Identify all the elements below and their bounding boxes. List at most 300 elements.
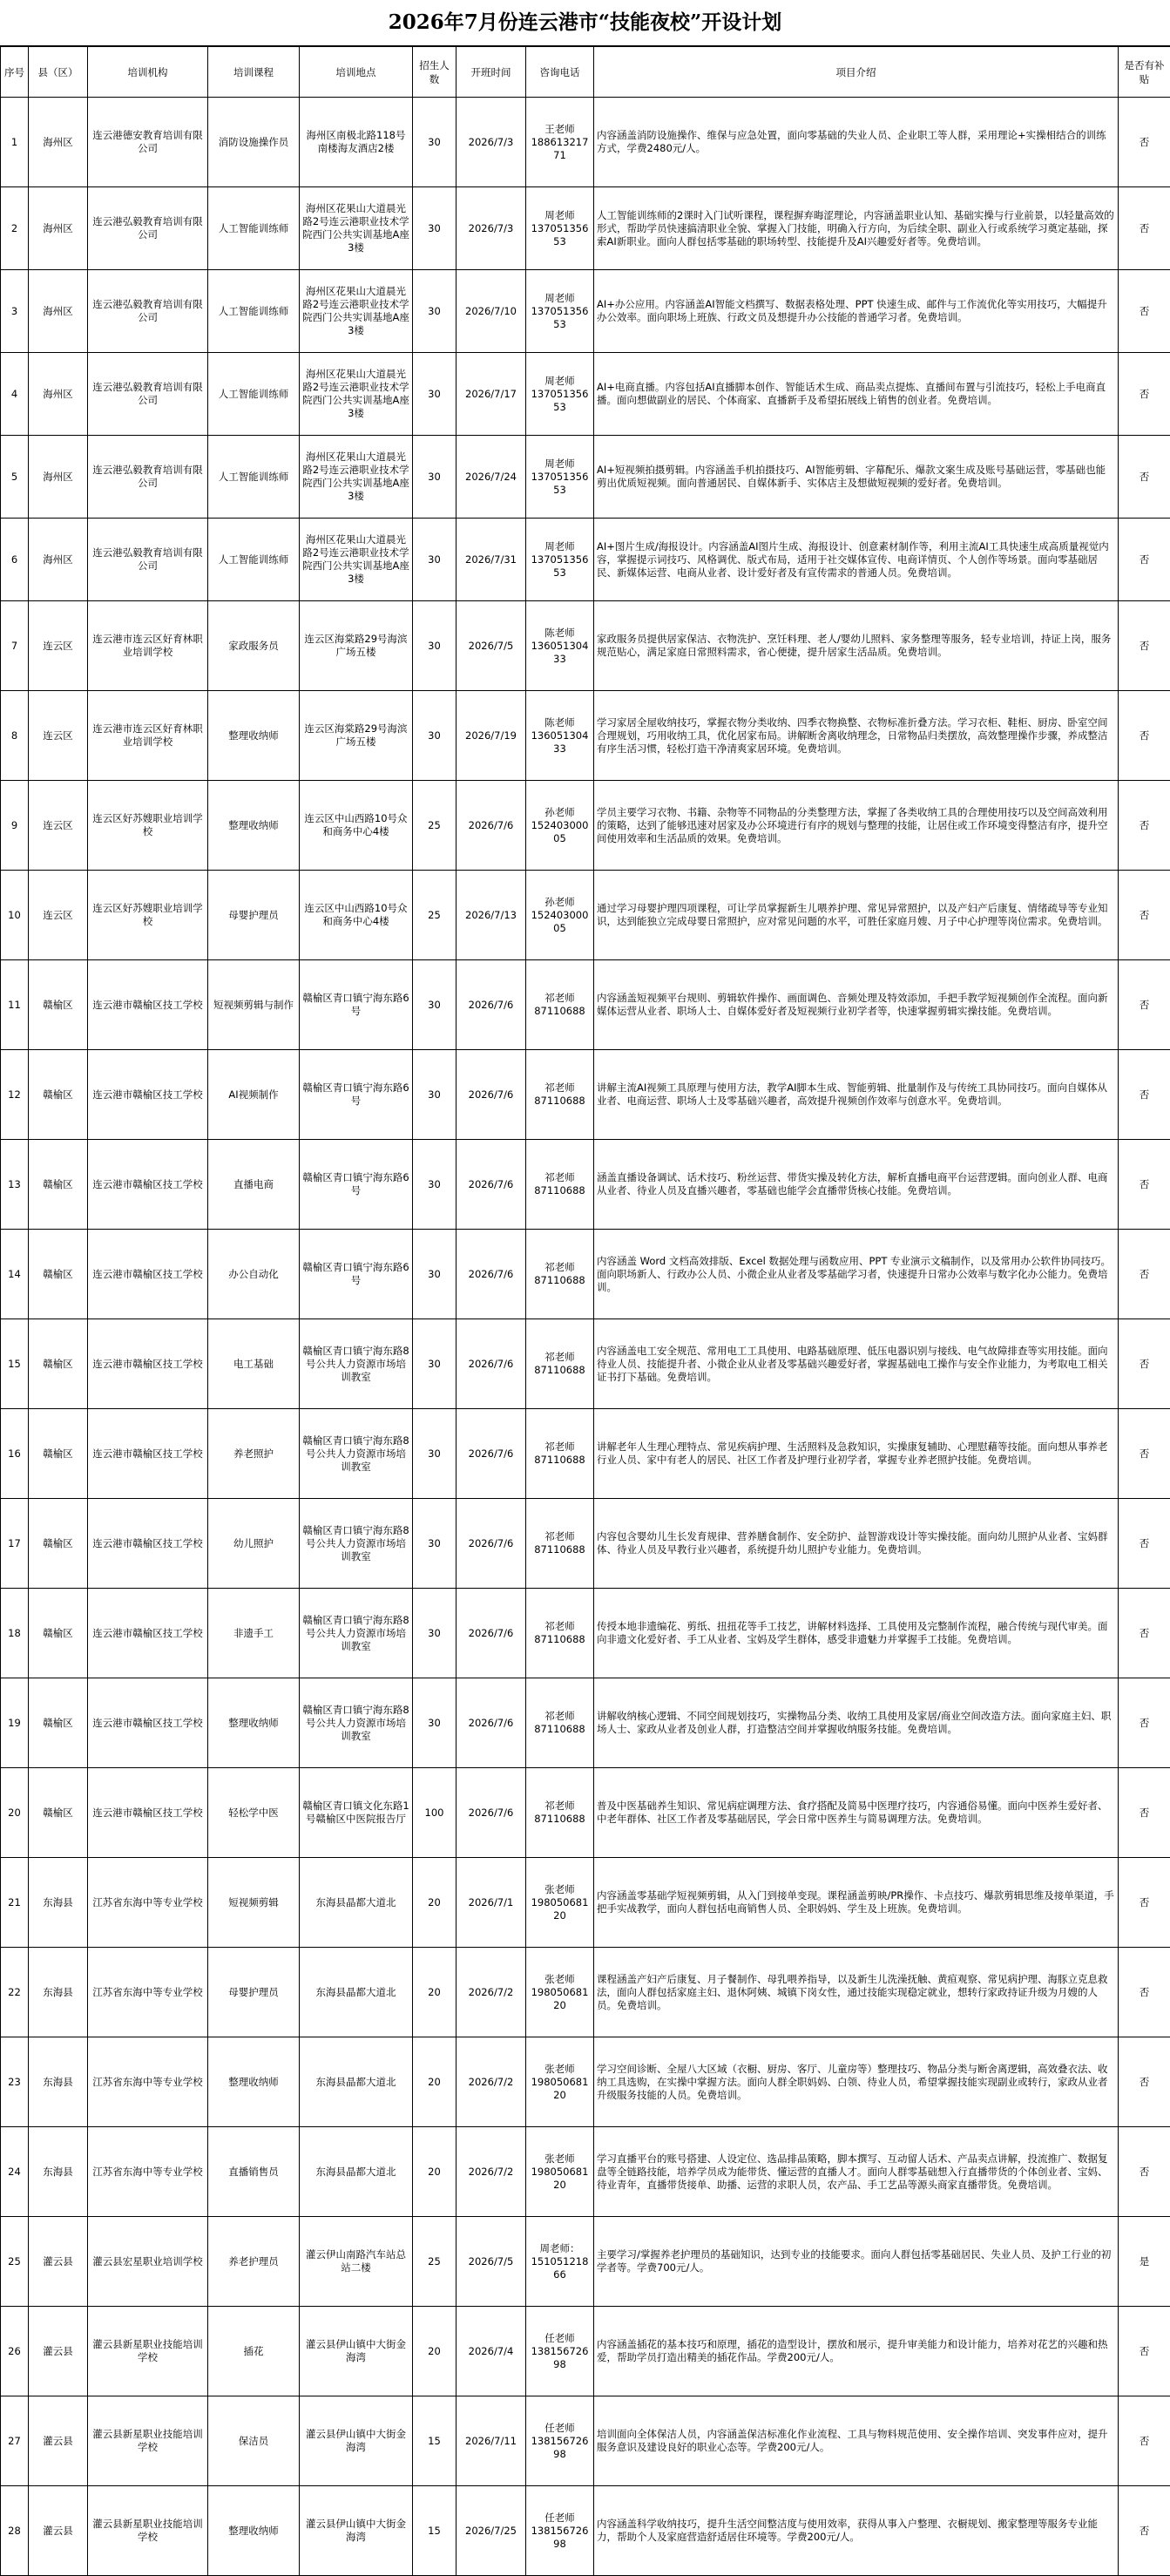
cell-course: 人工智能训练师 [208,270,300,353]
cell-count: 30 [413,353,457,436]
cell-no: 22 [1,1948,29,2037]
cell-intro: 内容涵盖插花的基本技巧和原理，插花的造型设计，摆放和展示，提升审美能力和设计能力，培养对花艺的兴趣和热爱，帮助学员打造出精美的插花作品。学费200元/人。 [594,2307,1119,2396]
cell-course: 短视频剪辑 [208,1858,300,1948]
contact-name: 周老师 [529,375,591,388]
contact-phone: 15240300005 [529,909,591,935]
cell-date: 2026/7/10 [457,270,526,353]
table-row [1,2217,1170,2307]
cell-course: 整理收纳师 [208,781,300,871]
contact-phone: 19805068120 [529,2166,591,2192]
cell-no: 23 [1,2037,29,2127]
cell-addr: 赣榆区青口镇宁海东路6号 [300,960,413,1050]
cell-count: 30 [413,691,457,781]
cell-org: 连云港市赣榆区技工学校 [88,1409,208,1499]
cell-intro: 培训面向全体保洁人员，内容涵盖保洁标准化作业流程、工具与物料规范使用、安全操作培训、突发事件应对，提升服务意识及建设良好的职业心态等。学费200元/人。 [594,2396,1119,2486]
cell-count: 25 [413,781,457,871]
col-header-addr: 培训地点 [300,47,413,98]
cell-course: 养老护理员 [208,2217,300,2307]
cell-subsidy: 否 [1119,1050,1170,1140]
cell-phone [526,353,594,436]
cell-intro: 课程涵盖产妇产后康复、月子餐制作、母乳喂养指导，以及新生儿洗澡抚触、黄疸观察、常见病护理、海豚立克息救法，面向人群包括家庭主妇、退休阿姨、城镇下岗女性，通过技能实现稳定就业，想转行家政持证升级为月嫂的人员。免费培训。 [594,1948,1119,2037]
cell-date: 2026/7/2 [457,2037,526,2127]
cell-intro: AI+短视频拍摄剪辑。内容涵盖手机拍摄技巧、AI智能剪辑、字幕配乐、爆款文案生成及账号基础运营，零基础也能剪出优质短视频。面向普通居民、自媒体新手、实体店主及想做短视频的爱好者。免费培训。 [594,436,1119,519]
cell-no: 5 [1,436,29,519]
contact-name: 任老师 [529,2422,591,2435]
cell-course: 人工智能训练师 [208,187,300,270]
cell-addr: 连云区中山西路10号众和商务中心4楼 [300,781,413,871]
cell-org: 连云港市赣榆区技工学校 [88,1768,208,1858]
cell-phone [526,1499,594,1589]
cell-phone [526,2307,594,2396]
cell-count: 30 [413,270,457,353]
cell-addr: 灌云伊山南路汽车站总站二楼 [300,2217,413,2307]
cell-date: 2026/7/6 [457,1409,526,1499]
cell-addr: 海州区花果山大道晨光路2号连云港职业技术学院西门公共实训基地A座3楼 [300,353,413,436]
cell-subsidy: 否 [1119,2486,1170,2576]
cell-county: 海州区 [29,270,88,353]
contact-name: 祁老师 [529,1171,591,1184]
table-row [1,1678,1170,1768]
cell-course: 幼儿照护 [208,1499,300,1589]
cell-course: 母婴护理员 [208,1948,300,2037]
cell-course: 母婴护理员 [208,871,300,960]
contact-phone: 18861321771 [529,136,591,162]
table-row [1,353,1170,436]
cell-no: 3 [1,270,29,353]
cell-course: 整理收纳师 [208,691,300,781]
cell-county: 赣榆区 [29,1768,88,1858]
cell-addr: 连云区海棠路29号海滨广场五楼 [300,691,413,781]
cell-county: 赣榆区 [29,1230,88,1319]
cell-course: 人工智能训练师 [208,436,300,519]
cell-date: 2026/7/6 [457,1050,526,1140]
cell-count: 30 [413,601,457,691]
cell-county: 东海县 [29,2037,88,2127]
table-row [1,2307,1170,2396]
table-row [1,2037,1170,2127]
cell-course: 家政服务员 [208,601,300,691]
cell-phone [526,1948,594,2037]
cell-no: 17 [1,1499,29,1589]
cell-subsidy: 否 [1119,781,1170,871]
cell-count: 25 [413,871,457,960]
cell-no: 16 [1,1409,29,1499]
cell-org: 连云港弘毅教育培训有限公司 [88,187,208,270]
col-header-subsidy: 是否有补贴 [1119,47,1170,98]
contact-phone: 13815672698 [529,2345,591,2371]
cell-subsidy: 否 [1119,519,1170,601]
cell-date: 2026/7/19 [457,691,526,781]
cell-count: 30 [413,1409,457,1499]
cell-subsidy: 否 [1119,960,1170,1050]
cell-date: 2026/7/17 [457,353,526,436]
cell-intro: AI+办公应用。内容涵盖AI智能文档撰写、数据表格处理、PPT 快速生成、邮件与工作流优化等实用技巧，大幅提升办公效率。面向职场上班族、行政文员及想提升办公技能的普通学习者。免费培训。 [594,270,1119,353]
cell-phone [526,1858,594,1948]
cell-org: 连云港市赣榆区技工学校 [88,1589,208,1678]
cell-org: 江苏省东海中等专业学校 [88,1948,208,2037]
cell-date: 2026/7/6 [457,1140,526,1230]
cell-phone [526,1140,594,1230]
cell-subsidy: 否 [1119,871,1170,960]
cell-addr: 连云区海棠路29号海滨广场五楼 [300,601,413,691]
header-row [1,47,1170,98]
cell-no: 1 [1,98,29,187]
cell-count: 30 [413,1140,457,1230]
contact-phone: 87110688 [529,1095,591,1108]
contact-phone: 87110688 [529,1184,591,1197]
contact-phone: 13705135653 [529,553,591,580]
cell-county: 赣榆区 [29,1319,88,1409]
table-row [1,2396,1170,2486]
cell-county: 灌云县 [29,2217,88,2307]
contact-name: 祁老师 [529,1710,591,1723]
cell-phone [526,2037,594,2127]
cell-intro: 内容涵盖电工安全规范、常用电工工具使用、电路基础原理、低压电器识别与接线、电气故障排查等实用技能。面向待业人员、技能提升者、小微企业从业者及零基础兴趣爱好者，掌握基础电工操作与安全作业能力，为考取电工相关证书打下基础。免费培训。 [594,1319,1119,1409]
cell-date: 2026/7/31 [457,519,526,601]
cell-date: 2026/7/5 [457,2217,526,2307]
cell-count: 15 [413,2486,457,2576]
cell-org: 连云港德安教育培训有限公司 [88,98,208,187]
cell-org: 江苏省东海中等专业学校 [88,1858,208,1948]
cell-org: 连云港弘毅教育培训有限公司 [88,436,208,519]
cell-subsidy: 否 [1119,1858,1170,1948]
cell-no: 18 [1,1589,29,1678]
cell-addr: 东海县晶都大道北 [300,1858,413,1948]
table-row [1,1050,1170,1140]
cell-org: 连云港市赣榆区技工学校 [88,1499,208,1589]
cell-course: 消防设施操作员 [208,98,300,187]
cell-phone [526,1230,594,1319]
cell-date: 2026/7/1 [457,1858,526,1948]
cell-addr: 赣榆区青口镇宁海东路6号 [300,1230,413,1319]
cell-phone [526,1768,594,1858]
cell-subsidy: 否 [1119,1678,1170,1768]
cell-date: 2026/7/6 [457,1230,526,1319]
cell-course: 整理收纳师 [208,1678,300,1768]
cell-date: 2026/7/6 [457,1678,526,1768]
cell-county: 灌云县 [29,2396,88,2486]
contact-name: 周老师： [529,2242,591,2255]
contact-phone: 15240300005 [529,819,591,845]
cell-intro: AI+电商直播。内容包括AI直播脚本创作、智能话术生成、商品卖点提炼、直播间布置与引流技巧，轻松上手电商直播。面向想做副业的居民、个体商家、直播新手及希望拓展线上销售的创业者。免费培训。 [594,353,1119,436]
cell-addr: 赣榆区青口镇宁海东路8号公共人力资源市场培训教室 [300,1499,413,1589]
cell-intro: 讲解主流AI视频工具原理与使用方法，教学AI脚本生成、智能剪辑、批量制作及与传统工具协同技巧。面向自媒体从业者、电商运营、职场人士及零基础兴趣者，高效提升视频创作效率与创意水平。免费培训。 [594,1050,1119,1140]
cell-course: 电工基础 [208,1319,300,1409]
cell-county: 灌云县 [29,2486,88,2576]
cell-county: 海州区 [29,353,88,436]
cell-county: 海州区 [29,98,88,187]
contact-phone: 13705135653 [529,471,591,497]
cell-no: 27 [1,2396,29,2486]
cell-date: 2026/7/2 [457,1948,526,2037]
cell-addr: 海州区花果山大道晨光路2号连云港职业技术学院西门公共实训基地A座3楼 [300,436,413,519]
cell-count: 20 [413,1858,457,1948]
cell-intro: 学员主要学习衣物、书籍、杂物等不同物品的分类整理方法，掌握了各类收纳工具的合理使用技巧以及空间高效利用的策略，达到了能够迅速对居家及办公环境进行有序的规划与整理的技能，让居住或工作环境变得整洁有序，提升空间使用效率和生活品质的效果。免费培训。 [594,781,1119,871]
cell-addr: 连云区中山西路10号众和商务中心4楼 [300,871,413,960]
cell-date: 2026/7/6 [457,1499,526,1589]
contact-phone: 13605130433 [529,729,591,756]
cell-intro: 传授本地非遗编花、剪纸、扭扭花等手工技艺，讲解材料选择、工具使用及完整制作流程，融合传统与现代审美。面向非遗文化爱好者、手工从业者、宝妈及学生群体，感受非遗魅力并掌握手工技能。免费培训。 [594,1589,1119,1678]
contact-name: 祁老师 [529,1081,591,1095]
table-row [1,781,1170,871]
cell-phone [526,871,594,960]
table-row [1,270,1170,353]
cell-phone [526,2127,594,2217]
cell-org: 连云港市赣榆区技工学校 [88,1678,208,1768]
cell-no: 28 [1,2486,29,2576]
cell-addr: 赣榆区青口镇宁海东路6号 [300,1140,413,1230]
cell-count: 30 [413,1319,457,1409]
cell-intro: AI+图片生成/海报设计。内容涵盖AI图片生成、海报设计、创意素材制作等，利用主流AI工具快速生成高质量视觉内容，掌握提示词技巧、风格调优、版式布局，适用于社交媒体宣传、电商详情页、个人创作等场景。面向零基础居民、新媒体运营、电商从业者、设计爱好者及有宣传需求的普通人员。免费培训。 [594,519,1119,601]
cell-county: 东海县 [29,2127,88,2217]
cell-date: 2026/7/3 [457,98,526,187]
cell-intro: 内容涵盖短视频平台规则、剪辑软件操作、画面调色、音频处理及特效添加，手把手教学短视频创作全流程。面向新媒体运营从业者、职场人士、自媒体爱好者及短视频行业初学者等，快速掌握剪辑实操技能。免费培训。 [594,960,1119,1050]
contact-phone: 87110688 [529,1274,591,1287]
table-row [1,1858,1170,1948]
cell-org: 连云港市赣榆区技工学校 [88,1319,208,1409]
table-row [1,98,1170,187]
cell-county: 赣榆区 [29,1409,88,1499]
cell-intro: 学习直播平台的账号搭建、人设定位、选品排品策略，脚本撰写、互动留人话术、产品卖点讲解，投流推广、数据复盘等全链路技能，培养学员成为能带货、懂运营的直播人才。面向人群零基础想入行直播带货的个体创业者、宝妈、待业青年，直播带货接单、助播、运营的求职人员，农产品、手工艺品等源头商家直播带货。免费培训。 [594,2127,1119,2217]
cell-org: 灌云县新星职业技能培训学校 [88,2307,208,2396]
cell-county: 赣榆区 [29,1140,88,1230]
cell-count: 15 [413,2396,457,2486]
table-row [1,1499,1170,1589]
cell-org: 连云港市连云区好育林职业培训学校 [88,601,208,691]
contact-phone: 15105121866 [529,2255,591,2281]
cell-phone [526,187,594,270]
cell-count: 20 [413,2037,457,2127]
table-row [1,1140,1170,1230]
cell-count: 100 [413,1768,457,1858]
cell-no: 12 [1,1050,29,1140]
cell-course: 轻松学中医 [208,1768,300,1858]
cell-count: 30 [413,960,457,1050]
cell-phone [526,2396,594,2486]
table-row [1,1409,1170,1499]
cell-phone [526,1050,594,1140]
cell-count: 20 [413,1948,457,2037]
cell-course: 人工智能训练师 [208,519,300,601]
table-row [1,871,1170,960]
cell-county: 连云区 [29,601,88,691]
cell-intro: 家政服务员提供居家保洁、衣物洗护、烹饪料理、老人/婴幼儿照料、家务整理等服务，轻专业培训，持证上岗，服务规范贴心，满足家庭日常照料需求，省心便捷，提升居家生活品质。免费培训。 [594,601,1119,691]
cell-course: 非遗手工 [208,1589,300,1678]
contact-name: 周老师 [529,540,591,553]
cell-org: 江苏省东海中等专业学校 [88,2127,208,2217]
cell-intro: 内容涵盖零基础学短视频剪辑，从入门到接单变现。课程涵盖剪映/PR操作、卡点技巧、爆款剪辑思维及接单渠道，手把手实战教学，面向人群包括电商销售人员、全职妈妈、学生及上班族。免费培训。 [594,1858,1119,1948]
training-plan-table [0,46,1170,2576]
cell-org: 连云港市赣榆区技工学校 [88,1230,208,1319]
col-header-county: 县（区） [29,47,88,98]
cell-county: 海州区 [29,187,88,270]
cell-course: 人工智能训练师 [208,353,300,436]
cell-course: AI视频制作 [208,1050,300,1140]
cell-course: 短视频剪辑与制作 [208,960,300,1050]
cell-intro: 普及中医基础养生知识、常见病症调理方法、食疗搭配及简易中医理疗技巧，内容通俗易懂。面向中医养生爱好者、中老年群体、社区工作者及零基础居民，学会日常中医养生与简易调理方法。免费培训。 [594,1768,1119,1858]
cell-org: 灌云县新星职业技能培训学校 [88,2396,208,2486]
contact-phone: 19805068120 [529,1986,591,2012]
cell-intro: 人工智能训练师的2课时入门试听课程，课程摒弃晦涩理论，内容涵盖职业认知、基础实操与行业前景，以轻量高效的形式，帮助学员快速搞清职业全貌、掌握入门技能，明确入行方向，为后续全职、副业入行或系统学习奠定基础，探索AI新职业。面向人群包括零基础的职场转型、技能提升及AI兴趣爱好者等。免费培训。 [594,187,1119,270]
cell-no: 26 [1,2307,29,2396]
cell-subsidy: 否 [1119,1319,1170,1409]
cell-course: 办公自动化 [208,1230,300,1319]
contact-phone: 87110688 [529,1454,591,1467]
cell-intro: 内容包含婴幼儿生长发育规律、营养膳食制作、安全防护、益智游戏设计等实操技能。面向幼儿照护从业者、宝妈群体、待业人员及早教行业兴趣者，系统提升幼儿照护专业能力。免费培训。 [594,1499,1119,1589]
cell-county: 连云区 [29,781,88,871]
cell-phone [526,781,594,871]
cell-org: 连云区好苏嫂职业培训学校 [88,781,208,871]
cell-subsidy: 否 [1119,1948,1170,2037]
cell-addr: 东海县晶都大道北 [300,1948,413,2037]
cell-date: 2026/7/6 [457,1768,526,1858]
cell-count: 30 [413,187,457,270]
cell-course: 保洁员 [208,2396,300,2486]
cell-county: 海州区 [29,436,88,519]
cell-subsidy: 否 [1119,436,1170,519]
contact-phone: 13705135653 [529,388,591,414]
cell-county: 赣榆区 [29,1678,88,1768]
cell-date: 2026/7/2 [457,2127,526,2217]
cell-no: 20 [1,1768,29,1858]
cell-intro: 内容涵盖 Word 文档高效排版、Excel 数据处理与函数应用、PPT 专业演示文稿制作，以及常用办公软件协同技巧。面向职场新人、行政办公人员、小微企业从业者及零基础学习者，快速提升日常办公效率与数字化办公能力。免费培训。 [594,1230,1119,1319]
cell-intro: 学习家居全屋收纳技巧，掌握衣物分类收纳、四季衣物换整、衣物标准折叠方法。学习衣柜、鞋柜、厨房、卧室空间合理规划，巧用收纳工具，优化居家布局。讲解断舍离收纳理念，日常物品归类摆放，高效整理操作步骤，养成整洁有序生活习惯，轻松打造干净清爽家居环境。免费培训。 [594,691,1119,781]
cell-date: 2026/7/13 [457,871,526,960]
col-header-course: 培训课程 [208,47,300,98]
cell-county: 连云区 [29,871,88,960]
cell-addr: 灌云县伊山镇中大街金海湾 [300,2396,413,2486]
cell-no: 25 [1,2217,29,2307]
table-row [1,1948,1170,2037]
cell-subsidy: 否 [1119,1409,1170,1499]
cell-org: 连云港市连云区好育林职业培训学校 [88,691,208,781]
cell-no: 9 [1,781,29,871]
cell-phone [526,519,594,601]
cell-no: 24 [1,2127,29,2217]
cell-county: 东海县 [29,1948,88,2037]
contact-name: 王老师 [529,123,591,136]
cell-org: 灌云县新星职业技能培训学校 [88,2486,208,2576]
cell-phone [526,1589,594,1678]
contact-name: 孙老师 [529,806,591,819]
table-row [1,691,1170,781]
contact-phone: 87110688 [529,1005,591,1018]
cell-subsidy: 否 [1119,353,1170,436]
contact-name: 祁老师 [529,1620,591,1633]
cell-county: 东海县 [29,1858,88,1948]
cell-course: 养老照护 [208,1409,300,1499]
cell-subsidy: 否 [1119,270,1170,353]
cell-count: 30 [413,1678,457,1768]
cell-addr: 海州区花果山大道晨光路2号连云港职业技术学院西门公共实训基地A座3楼 [300,519,413,601]
contact-name: 祁老师 [529,1530,591,1543]
cell-org: 连云港市赣榆区技工学校 [88,1050,208,1140]
col-header-count: 招生人数 [413,47,457,98]
cell-org: 江苏省东海中等专业学校 [88,2037,208,2127]
cell-no: 13 [1,1140,29,1230]
cell-course: 直播销售员 [208,2127,300,2217]
cell-subsidy: 否 [1119,98,1170,187]
cell-county: 连云区 [29,691,88,781]
col-header-date: 开班时间 [457,47,526,98]
cell-no: 21 [1,1858,29,1948]
cell-no: 19 [1,1678,29,1768]
cell-phone [526,960,594,1050]
contact-phone: 13815672698 [529,2435,591,2461]
cell-addr: 赣榆区青口镇宁海东路8号公共人力资源市场培训教室 [300,1319,413,1409]
cell-county: 海州区 [29,519,88,601]
table-row [1,1589,1170,1678]
contact-name: 任老师 [529,2332,591,2345]
cell-phone [526,1409,594,1499]
cell-county: 赣榆区 [29,1589,88,1678]
contact-name: 周老师 [529,292,591,305]
col-header-org: 培训机构 [88,47,208,98]
page-title: 2026年7月份连云港市“技能夜校”开设计划 [0,0,1170,46]
col-header-phone: 咨询电话 [526,47,594,98]
table-row [1,2486,1170,2576]
cell-intro: 内容涵盖科学收纳技巧，提升生活空间整洁度与使用效率，获得从事入户整理、衣橱规划、搬家整理等服务专业能力，帮助个人及家庭营造舒适居住环境等。学费200元/人。 [594,2486,1119,2576]
cell-intro: 学习空间诊断、全屋八大区域（衣橱、厨房、客厅、儿童房等）整理技巧、物品分类与断舍离逻辑，高效叠衣法、收纳工具选购，在实操中掌握方法。面向人群全职妈妈、白领、待业人员，希望掌握技能实现副业或转行，家政从业者升级服务技能的人员。免费培训。 [594,2037,1119,2127]
cell-phone [526,601,594,691]
cell-addr: 东海县晶都大道北 [300,2127,413,2217]
cell-subsidy: 否 [1119,601,1170,691]
contact-phone: 87110688 [529,1813,591,1826]
contact-name: 孙老师 [529,896,591,909]
col-header-intro: 项目介绍 [594,47,1119,98]
cell-count: 30 [413,1589,457,1678]
cell-county: 赣榆区 [29,1050,88,1140]
cell-no: 6 [1,519,29,601]
cell-date: 2026/7/3 [457,187,526,270]
contact-phone: 87110688 [529,1723,591,1736]
table-row [1,519,1170,601]
cell-count: 30 [413,1499,457,1589]
cell-phone [526,2217,594,2307]
table-row [1,1230,1170,1319]
contact-name: 张老师 [529,2063,591,2076]
cell-course: 整理收纳师 [208,2037,300,2127]
contact-name: 张老师 [529,1973,591,1986]
cell-subsidy: 否 [1119,2127,1170,2217]
contact-phone: 13605130433 [529,640,591,666]
cell-county: 赣榆区 [29,1499,88,1589]
cell-subsidy: 否 [1119,1140,1170,1230]
cell-date: 2026/7/5 [457,601,526,691]
cell-intro: 内容涵盖消防设施操作、维保与应急处置，面向零基础的失业人员、企业职工等人群，采用理论+实操相结合的训练方式，学费2480元/人。 [594,98,1119,187]
cell-subsidy: 否 [1119,1768,1170,1858]
cell-phone [526,691,594,781]
table-row [1,1768,1170,1858]
cell-count: 25 [413,2217,457,2307]
cell-org: 灌云县宏星职业培训学校 [88,2217,208,2307]
cell-phone [526,270,594,353]
contact-phone: 13705135653 [529,222,591,248]
cell-phone [526,1319,594,1409]
cell-addr: 海州区南极北路118号南楼海友酒店2楼 [300,98,413,187]
cell-intro: 讲解收纳核心逻辑、不同空间规划技巧，实操物品分类、收纳工具使用及家居/商业空间改造方法。面向家庭主妇、职场人士、家政从业者及创业人群，打造整洁空间并掌握收纳服务技能。免费培训。 [594,1678,1119,1768]
cell-phone [526,1678,594,1768]
cell-addr: 赣榆区青口镇文化东路1号赣榆区中医院报告厅 [300,1768,413,1858]
cell-org: 连云港弘毅教育培训有限公司 [88,353,208,436]
cell-course: 直播电商 [208,1140,300,1230]
cell-course: 插花 [208,2307,300,2396]
cell-course: 整理收纳师 [208,2486,300,2576]
col-header-no: 序号 [1,47,29,98]
contact-phone: 87110688 [529,1633,591,1646]
cell-addr: 灌云县伊山镇中大街金海湾 [300,2486,413,2576]
cell-addr: 灌云县伊山镇中大街金海湾 [300,2307,413,2396]
